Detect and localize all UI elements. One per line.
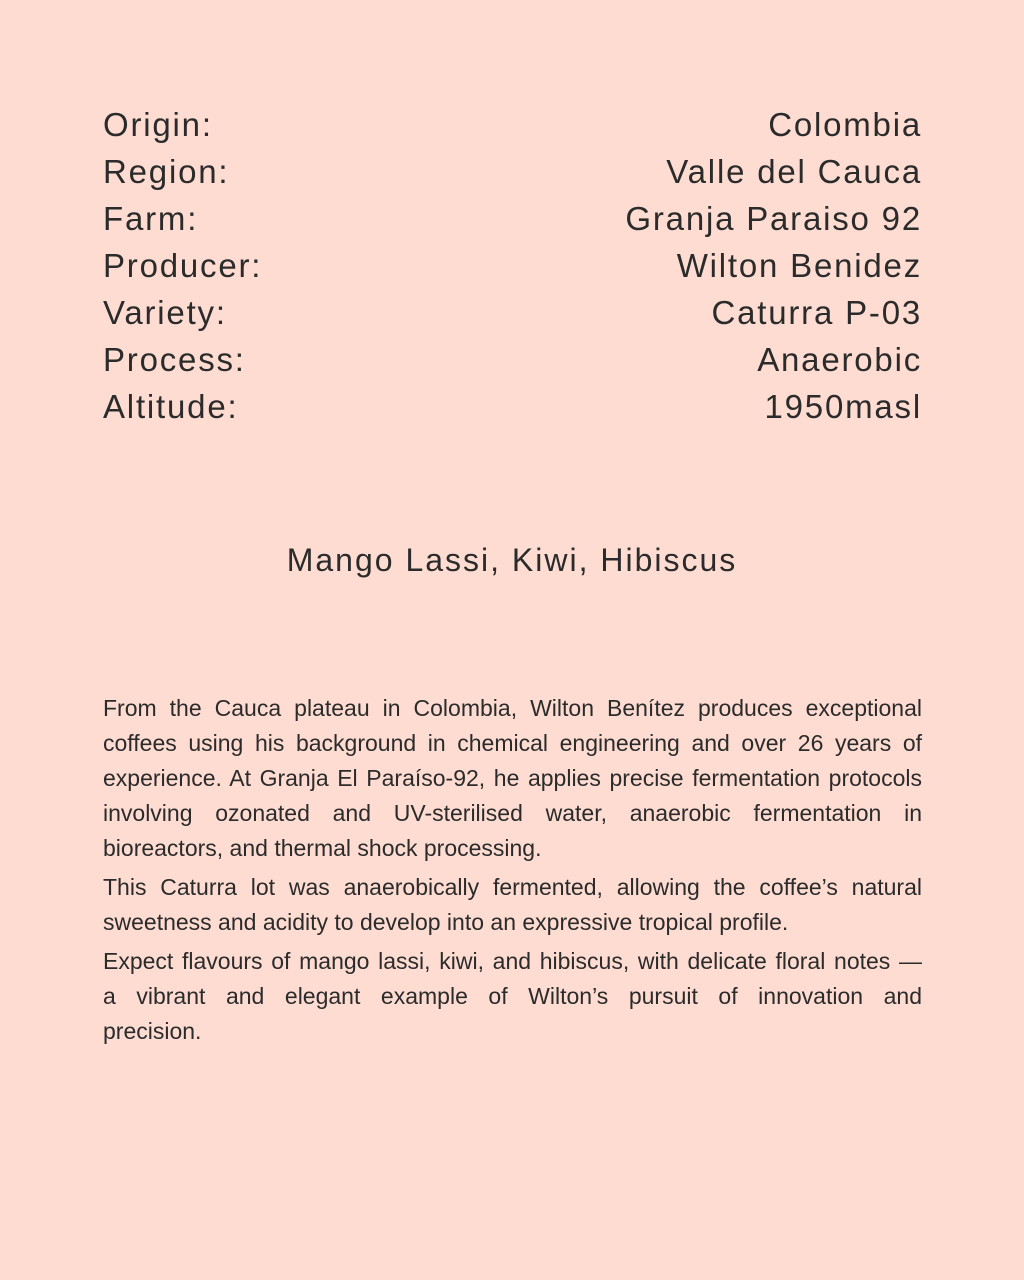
spec-value-altitude: 1950masl [764,388,922,425]
description-line: sweetness and acidity to develop into an expressive tropical profile. [103,909,789,935]
description-line: This Caturra lot was anaerobically fermented, allowing the coffee’s natural [103,874,922,900]
coffee-specs-list [103,101,922,430]
spec-value-origin: Colombia [768,106,922,143]
spec-label-altitude: Altitude: [103,388,239,425]
spec-row-region [103,148,922,195]
product-description [103,691,922,1053]
description-line: bioreactors, and thermal shock processing. [103,835,542,861]
description-line: experience. At Granja El Paraíso-92, he applies precise fermentation protocols [103,765,922,791]
spec-row-origin [103,101,922,148]
description-line: precision. [103,1018,202,1044]
description-line: coffees using his background in chemical engineering and over 26 years of [103,730,922,756]
spec-label-farm: Farm: [103,200,199,237]
tasting-notes: Mango Lassi, Kiwi, Hibiscus [286,542,738,578]
description-line: Expect flavours of mango lassi, kiwi, and hibiscus, with delicate floral notes — [103,948,922,974]
spec-value-variety: Caturra P-03 [711,294,922,331]
spec-row-process [103,336,922,383]
description-line: From the Cauca plateau in Colombia, Wilton Benítez produces exceptional [103,695,922,721]
spec-row-altitude [103,383,922,430]
spec-row-variety [103,289,922,336]
spec-label-producer: Producer: [103,247,263,284]
spec-label-process: Process: [103,341,246,378]
spec-label-variety: Variety: [103,294,227,331]
spec-value-farm: Granja Paraiso 92 [625,200,922,237]
description-paragraph-2 [103,870,922,940]
spec-value-region: Valle del Cauca [666,153,922,190]
spec-row-producer [103,242,922,289]
description-line: a vibrant and elegant example of Wilton’s pursuit of innovation and [103,983,922,1009]
description-paragraph-3 [103,944,922,1049]
description-line: involving ozonated and UV-sterilised water, anaerobic fermentation in [103,800,922,826]
spec-row-farm [103,195,922,242]
spec-value-producer: Wilton Benidez [676,247,922,284]
spec-label-region: Region: [103,153,230,190]
spec-label-origin: Origin: [103,106,213,143]
description-paragraph-1 [103,691,922,866]
spec-value-process: Anaerobic [757,341,922,378]
